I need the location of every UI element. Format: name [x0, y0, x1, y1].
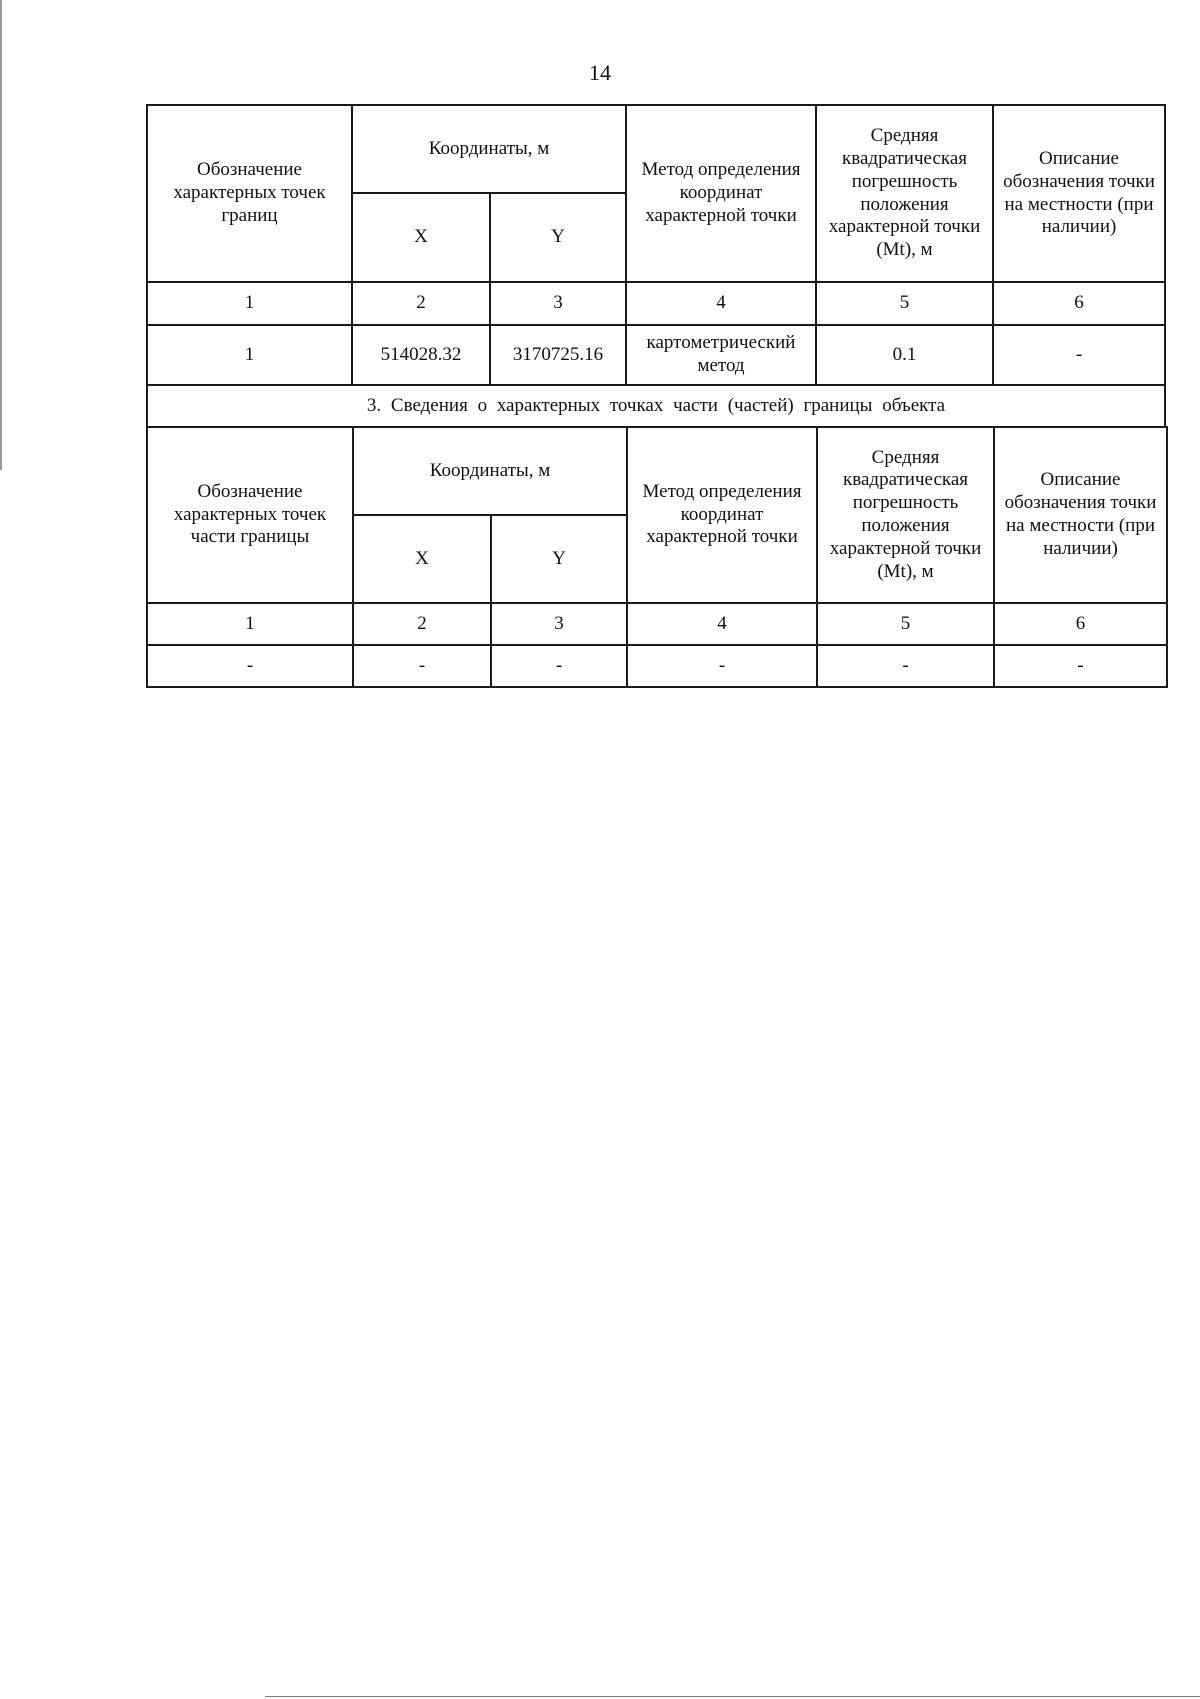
column-number: 6	[993, 282, 1165, 325]
column-number-row	[147, 282, 1165, 325]
header-x: X	[353, 515, 491, 603]
cell-designation: 1	[147, 325, 352, 385]
cell-x: -	[353, 645, 491, 687]
cell-error: 0.1	[816, 325, 993, 385]
section-3-title: 3. Сведения о характерных точках части (частей) границы объекта	[147, 385, 1165, 427]
column-number: 1	[147, 603, 353, 645]
scan-edge-line	[265, 1696, 1200, 1697]
column-number: 4	[627, 603, 817, 645]
column-number-row	[147, 603, 1167, 645]
cell-description: -	[993, 325, 1165, 385]
header-x: X	[352, 193, 490, 282]
header-y: Y	[490, 193, 626, 282]
header-coordinates: Координаты, м	[352, 105, 626, 193]
column-number: 3	[491, 603, 627, 645]
header-designation: Обозначение характерных точек границ	[147, 105, 352, 282]
header-error: Средняя квадратическая погрешность положения характерной точки (Mt), м	[816, 105, 993, 282]
cell-description: -	[994, 645, 1167, 687]
header-description: Описание обозначения точки на местности (при наличии)	[994, 427, 1167, 603]
header-method: Метод определения координат характерной точки	[626, 105, 816, 282]
column-number: 5	[816, 282, 993, 325]
cell-method: -	[627, 645, 817, 687]
page-number-text: 14	[589, 60, 611, 85]
header-row	[147, 427, 1167, 515]
header-coordinates: Координаты, м	[353, 427, 627, 515]
column-number: 1	[147, 282, 352, 325]
cell-x: 514028.32	[352, 325, 490, 385]
part-points-table	[146, 426, 1168, 688]
column-number: 2	[353, 603, 491, 645]
header-method: Метод определения координат характерной точки	[627, 427, 817, 603]
cell-error: -	[817, 645, 994, 687]
header-y: Y	[491, 515, 627, 603]
column-number: 2	[352, 282, 490, 325]
page-number	[0, 60, 1200, 86]
cell-y: 3170725.16	[490, 325, 626, 385]
column-number: 6	[994, 603, 1167, 645]
cell-method: картометрический метод	[626, 325, 816, 385]
header-description: Описание обозначения точки на местности (при наличии)	[993, 105, 1165, 282]
header-designation: Обозначение характерных точек части границы	[147, 427, 353, 603]
header-error: Средняя квадратическая погрешность положения характерной точки (Mt), м	[817, 427, 994, 603]
header-row	[147, 105, 1165, 193]
column-number: 3	[490, 282, 626, 325]
table-row	[147, 645, 1167, 687]
table-row	[147, 325, 1165, 385]
cell-y: -	[491, 645, 627, 687]
column-number: 4	[626, 282, 816, 325]
column-number: 5	[817, 603, 994, 645]
cell-designation: -	[147, 645, 353, 687]
boundary-points-table	[146, 104, 1166, 428]
section-row	[147, 385, 1165, 427]
